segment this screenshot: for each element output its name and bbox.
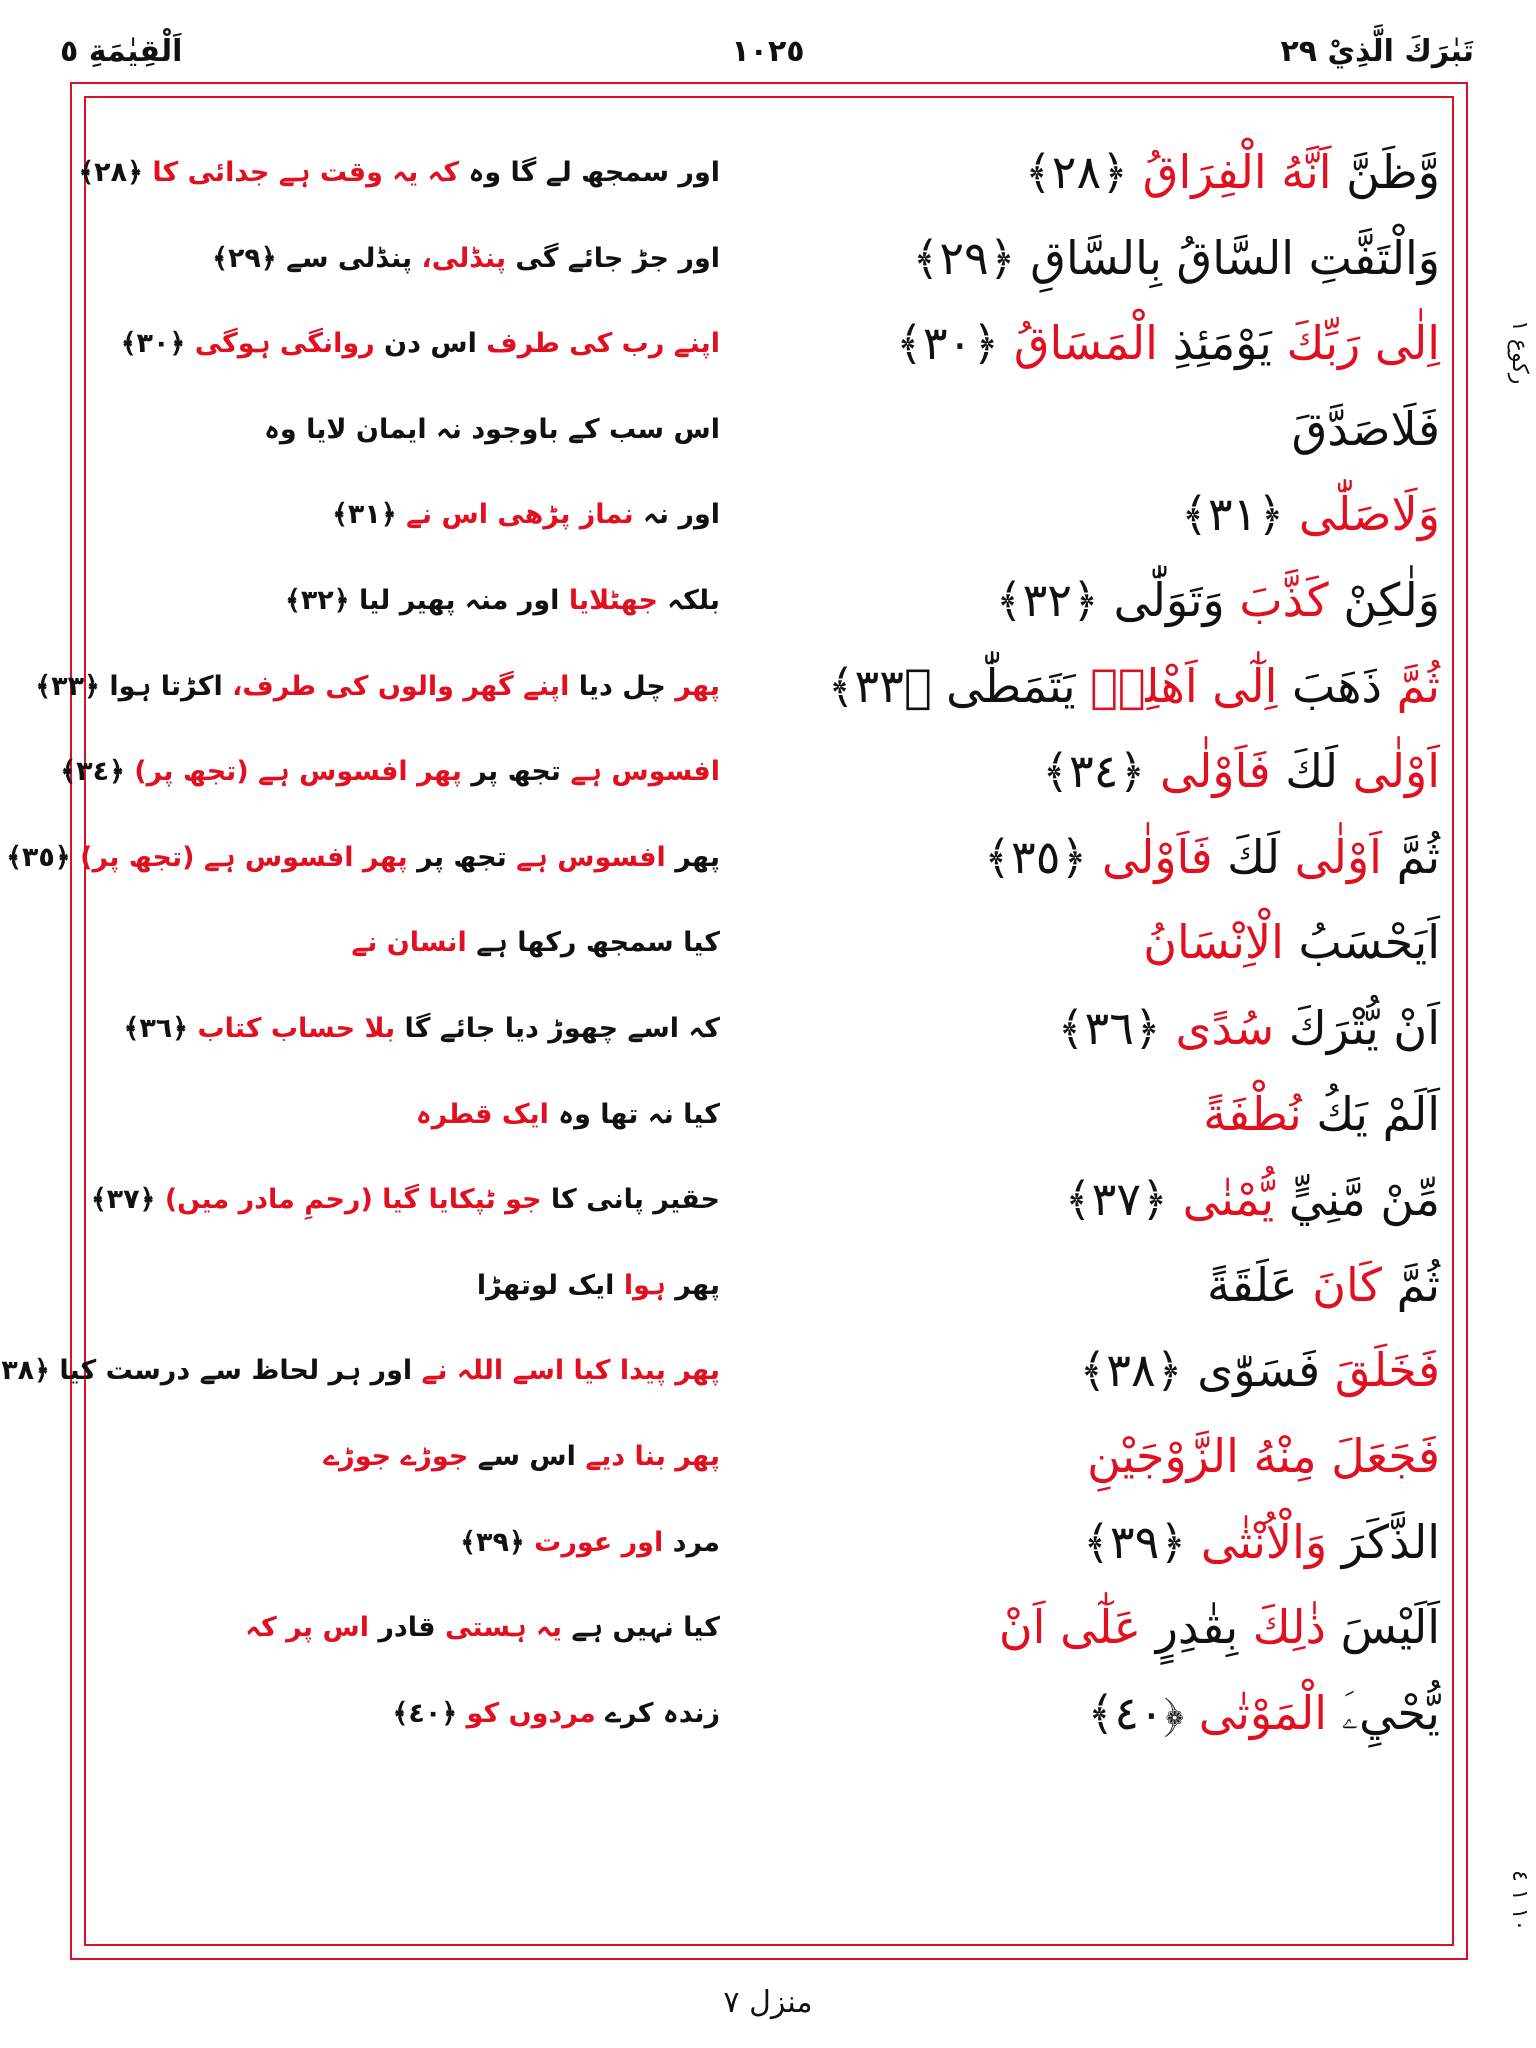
- arabic-segment: مِّنْ مَّنِيٍّ: [1274, 1172, 1440, 1227]
- urdu-segment: ﴿٣٧﴾: [90, 1184, 156, 1216]
- urdu-segment: زندہ کرے: [595, 1697, 720, 1729]
- arabic-segment: وَالْاُنْثٰى: [1186, 1514, 1328, 1569]
- arabic-segment: عَلَقَةً: [1207, 1257, 1298, 1312]
- arabic-segment: ﴿٣٠﴾: [895, 316, 1000, 371]
- urdu-translation: [110, 900, 720, 985]
- urdu-segment: پنڈلی،: [412, 242, 506, 274]
- urdu-segment: ﴿٤٠﴾: [392, 1697, 458, 1729]
- urdu-segment: کیا سمجھ رکھا ہے: [466, 927, 720, 959]
- verse-row: [100, 1072, 1440, 1158]
- arabic-verse: [800, 1500, 1440, 1585]
- arabic-segment: ثُمَّ: [1381, 829, 1440, 884]
- urdu-segment: پھر افسوس ہے (تجھ پر): [70, 841, 408, 873]
- arabic-segment: لَكَ: [1270, 744, 1339, 799]
- arabic-segment: وَّظَنَّ: [1331, 145, 1440, 199]
- arabic-segment: نُطْفَةً: [1203, 1086, 1302, 1141]
- ruku-marker-bottom: ١٠ ١ ٤: [1507, 1870, 1532, 1932]
- verse-row: [100, 986, 1440, 1072]
- urdu-translation: [110, 1243, 720, 1328]
- urdu-segment: بلا حساب کتاب: [188, 1012, 396, 1044]
- arabic-verse: [800, 1414, 1440, 1499]
- urdu-segment: اس دن: [374, 328, 477, 360]
- arabic-segment: فَسَوّٰى ﴿٣٨﴾: [1079, 1343, 1321, 1398]
- urdu-segment: مردوں کو: [457, 1697, 596, 1729]
- arabic-segment: ﴿٣٩﴾: [1082, 1514, 1187, 1569]
- urdu-segment: افسوس ہے: [506, 841, 666, 873]
- urdu-translation: [110, 986, 720, 1071]
- verse-row: [100, 1671, 1440, 1757]
- urdu-segment: چل دیا: [569, 670, 666, 702]
- arabic-segment: يُّمْنٰى: [1167, 1172, 1275, 1227]
- arabic-verse: [800, 558, 1440, 643]
- urdu-segment: کیا نہیں ہے: [562, 1612, 720, 1644]
- arabic-segment: يَتَمَطّٰى ﴿٣٣﴾: [827, 658, 1076, 713]
- urdu-segment: جوڑے جوڑے: [323, 1440, 469, 1472]
- arabic-segment: ﴿٣٥﴾: [984, 829, 1088, 884]
- arabic-segment: وَلَاصَلّٰى: [1284, 487, 1440, 542]
- arabic-verse: [800, 1243, 1440, 1328]
- juz-name-header: تَبٰرَكَ الَّذِيْ ٢٩: [1280, 34, 1474, 69]
- urdu-segment: نماز پڑھی اس نے: [396, 499, 634, 531]
- urdu-segment: یہ ہستی: [435, 1612, 563, 1644]
- urdu-segment: اور منہ پھیر لیا ﴿٣٢﴾: [284, 584, 560, 616]
- urdu-translation: [60, 729, 720, 814]
- arabic-segment: فَاَوْلٰى: [1087, 829, 1213, 884]
- urdu-translation: [110, 472, 720, 557]
- ruku-marker-top: ركوع ١: [1507, 320, 1532, 385]
- arabic-segment: ذٰلِكَ: [1238, 1600, 1327, 1655]
- arabic-segment: اِلٰٓى اَهْلِهٖ: [1075, 658, 1278, 713]
- urdu-segment: کہ یہ وقت ہے جدائی کا: [142, 157, 460, 188]
- arabic-segment: سُدًى: [1160, 1000, 1275, 1055]
- arabic-verse: [800, 900, 1440, 985]
- arabic-verse: [800, 815, 1440, 900]
- arabic-verse: [800, 216, 1440, 301]
- urdu-translation: [110, 1671, 720, 1756]
- urdu-translation: [110, 1500, 720, 1585]
- urdu-translation: [110, 387, 720, 472]
- arabic-verse: [800, 644, 1440, 729]
- arabic-verse: [800, 387, 1440, 472]
- verse-row: [100, 1585, 1440, 1671]
- urdu-segment: ﴿٢٨﴾: [78, 157, 143, 188]
- urdu-translation: [90, 1157, 720, 1242]
- arabic-segment: ثُمَّ: [1381, 658, 1440, 713]
- arabic-verse: [800, 729, 1440, 814]
- arabic-segment: ﴿٣٦﴾: [1057, 1000, 1161, 1055]
- urdu-segment: اس پر کہ: [245, 1612, 369, 1644]
- verse-row: [100, 900, 1440, 986]
- arabic-segment: اَلَمْ يَكُ: [1301, 1086, 1440, 1141]
- urdu-segment: اس سب کے باوجود نہ ایمان لایا وہ: [264, 413, 720, 445]
- verse-table: [1, 130, 1440, 1756]
- arabic-segment: يَوْمَئِذِ: [1157, 316, 1272, 371]
- verse-row: [90, 1157, 1440, 1243]
- urdu-segment: جھٹلایا: [559, 584, 658, 616]
- arabic-segment: فَخَلَقَ: [1320, 1343, 1440, 1398]
- urdu-segment: ﴿٣١﴾: [332, 499, 397, 531]
- urdu-segment: مرد: [663, 1526, 720, 1558]
- arabic-segment: وَتَوَلّٰى ﴿٣٢﴾: [995, 572, 1225, 627]
- verse-row: [100, 1414, 1440, 1500]
- urdu-segment: ﴿٣٦﴾: [123, 1012, 189, 1044]
- verse-row: [100, 558, 1440, 644]
- verse-row: [1, 1328, 1440, 1414]
- urdu-segment: پنڈلی سے ﴿٢٩﴾: [212, 242, 413, 274]
- urdu-segment: ﴿٣٥﴾: [6, 841, 71, 873]
- arabic-segment: ﴿٣٧﴾: [1064, 1172, 1168, 1227]
- urdu-segment: پھر: [665, 670, 720, 702]
- arabic-segment: ثُمَّ: [1381, 1257, 1440, 1312]
- urdu-segment: ایک قطرہ: [415, 1098, 549, 1130]
- arabic-segment: ﴿٣٤﴾: [1042, 744, 1146, 799]
- arabic-segment: كَذَّبَ: [1224, 572, 1329, 627]
- arabic-segment: الْاِنْسَانُ: [1143, 915, 1284, 970]
- arabic-verse: [800, 1157, 1440, 1242]
- urdu-segment: قادر: [368, 1612, 436, 1644]
- surah-name-header: اَلْقِيٰمَةِ ٥: [60, 34, 183, 69]
- arabic-verse: [800, 472, 1440, 557]
- arabic-verse: [800, 301, 1440, 386]
- urdu-segment: اور جڑ جائے گی: [505, 242, 720, 274]
- arabic-segment: ﴿٣١﴾: [1180, 487, 1285, 542]
- urdu-translation: [110, 301, 720, 386]
- urdu-translation: [78, 130, 720, 215]
- verse-row: [100, 216, 1440, 302]
- verse-row: [100, 1243, 1440, 1329]
- arabic-segment: كَانَ: [1297, 1257, 1382, 1312]
- urdu-segment: پھر بنا دیے: [575, 1440, 720, 1472]
- arabic-verse: [800, 1328, 1440, 1413]
- arabic-segment: عَلٰٓى اَنْ: [998, 1600, 1142, 1655]
- urdu-segment: پھر: [665, 841, 720, 873]
- urdu-segment: اور نہ: [633, 499, 720, 531]
- urdu-segment: تجھ پر: [461, 756, 561, 788]
- verse-row: [78, 130, 1440, 216]
- urdu-segment: بلکہ: [657, 584, 720, 616]
- arabic-segment: اَوْلٰى: [1279, 829, 1382, 884]
- arabic-verse: [800, 986, 1440, 1071]
- arabic-segment: الْمَوْتٰى: [1184, 1685, 1328, 1740]
- arabic-segment: اَيَحْسَبُ: [1283, 915, 1440, 970]
- arabic-segment: الْمَسَاقُ: [999, 316, 1158, 371]
- arabic-segment: اَنْ يُّتْرَكَ: [1274, 1000, 1440, 1055]
- arabic-segment: فَجَعَلَ مِنْهُ الزَّوْجَيْنِ: [1087, 1428, 1440, 1483]
- arabic-segment: ﴿٤٠﴾: [1087, 1685, 1185, 1740]
- arabic-segment: وَلٰكِنْ: [1328, 572, 1440, 627]
- arabic-segment: لَكَ: [1212, 829, 1280, 884]
- arabic-segment: ﴿٢٨﴾: [1024, 145, 1129, 199]
- arabic-segment: فَلَاصَدَّقَ: [1291, 401, 1440, 456]
- arabic-verse: [800, 130, 1440, 215]
- arabic-verse: [800, 1072, 1440, 1157]
- arabic-segment: اَنَّهُ الْفِرَاقُ: [1128, 145, 1332, 199]
- arabic-segment: اَوْلٰى: [1338, 744, 1440, 799]
- verse-row: [100, 387, 1440, 473]
- urdu-segment: ایک لوتھڑا: [476, 1269, 615, 1301]
- urdu-translation: [110, 1414, 720, 1499]
- verse-row: [6, 815, 1440, 901]
- urdu-translation: [1, 1328, 720, 1413]
- urdu-segment: کیا نہ تھا وہ: [548, 1098, 720, 1130]
- arabic-segment: بِقٰدِرٍ: [1141, 1600, 1239, 1655]
- urdu-segment: پھر پیدا کیا اسے اللہ نے: [412, 1355, 720, 1387]
- urdu-segment: اپنے گھر والوں کی طرف،: [222, 670, 570, 702]
- urdu-segment: پھر افسوس ہے (تجھ پر): [124, 756, 462, 788]
- urdu-segment: ﴿٣٠﴾: [120, 328, 186, 360]
- verse-row: [35, 644, 1440, 730]
- urdu-segment: اپنے رب کی طرف: [476, 328, 720, 360]
- urdu-segment: اور ہر لحاظ سے درست کیا ﴿٣٨: [1, 1355, 413, 1387]
- urdu-segment: اس سے: [468, 1440, 576, 1472]
- urdu-segment: جو ٹپکایا گیا (رحمِ مادر میں): [155, 1184, 542, 1216]
- arabic-segment: اِلٰى رَبِّكَ: [1271, 316, 1440, 371]
- verse-row: [100, 472, 1440, 558]
- urdu-segment: افسوس ہے: [560, 756, 720, 788]
- urdu-translation: [110, 558, 720, 643]
- urdu-segment: روانگی ہوگی: [185, 328, 375, 360]
- urdu-segment: ہوا: [614, 1269, 666, 1301]
- manzil-footer: منزل ۷: [723, 1985, 813, 2020]
- urdu-segment: اور سمجھ لے گا وہ: [459, 157, 720, 188]
- urdu-segment: ﴿٣٤﴾: [60, 756, 125, 788]
- verse-row: [100, 1500, 1440, 1586]
- verse-row: [60, 729, 1440, 815]
- arabic-verse: [800, 1585, 1440, 1670]
- urdu-segment: ﴿٣٩﴾: [460, 1526, 525, 1558]
- arabic-segment: وَالْتَفَّتِ السَّاقُ بِالسَّاقِ ﴿٢٩﴾: [912, 230, 1440, 285]
- urdu-segment: تجھ پر: [407, 841, 507, 873]
- arabic-segment: فَاَوْلٰى: [1145, 744, 1271, 799]
- urdu-translation: [35, 644, 720, 729]
- urdu-translation: [110, 1072, 720, 1157]
- urdu-translation: [6, 815, 720, 900]
- urdu-segment: حقیر پانی کا: [541, 1184, 720, 1216]
- urdu-segment: کہ اسے چھوڑ دیا جائے گا: [395, 1012, 720, 1044]
- urdu-segment: پھر: [665, 1269, 720, 1301]
- urdu-segment: انسان نے: [351, 927, 467, 959]
- arabic-segment: ذَهَبَ: [1277, 658, 1382, 713]
- urdu-segment: اور عورت: [524, 1526, 664, 1558]
- arabic-segment: يُّحْيِۦَ: [1327, 1685, 1440, 1740]
- arabic-verse: [800, 1671, 1440, 1756]
- urdu-translation: [110, 1585, 720, 1670]
- arabic-segment: الذَّكَرَ: [1327, 1514, 1440, 1569]
- urdu-translation: [110, 216, 720, 301]
- page-number: ١٠٢٥: [731, 34, 805, 69]
- urdu-segment: اکڑتا ہوا ﴿٣٣﴾: [35, 670, 223, 702]
- arabic-segment: اَلَيْسَ: [1326, 1600, 1440, 1655]
- verse-row: [100, 301, 1440, 387]
